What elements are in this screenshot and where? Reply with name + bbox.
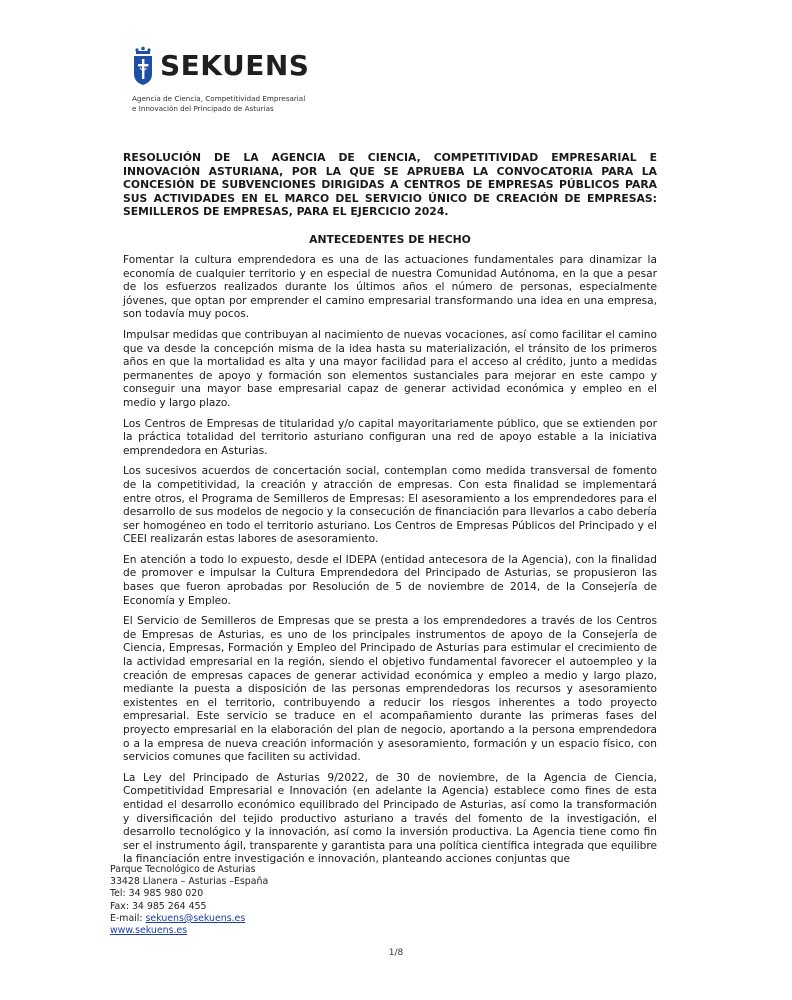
footer-fax: Fax: 34 985 264 455: [110, 900, 207, 912]
document-title: RESOLUCIÓN DE LA AGENCIA DE CIENCIA, COMPETITIVIDAD EMPRESARIAL E INNOVACIÓN ASTURIANA, POR LA QUE SE APRUEBA LA CONVOCATORIA PARA LA CONCESIÓN DE SUBVENCIONES DIRIGIDAS A CENTROS DE EMPRESAS PÚBLICOS PARA SUS ACTIVIDADES EN EL MARCO DEL SERVICIO ÚNICO DE CREACIÓN DE EMPRESAS: SEMILLEROS DE EMPRESAS, PARA EL EJERCICIO 2024.: [123, 151, 657, 219]
brand-name: SEKUENS: [160, 49, 310, 82]
logo: [132, 46, 432, 86]
agency-line-1: Agencia de Ciencia, Competitividad Empresarial: [132, 94, 306, 103]
footer-email-label: E-mail:: [110, 912, 146, 924]
header: [132, 46, 432, 113]
paragraph: Los Centros de Empresas de titularidad y/o capital mayoritariamente público, que se extienden por la práctica totalidad del territorio asturiano configuran una red de apoyo estable a la iniciativa emprendedora en Asturias.: [123, 417, 657, 457]
paragraph: La Ley del Principado de Asturias 9/2022, de 30 de noviembre, de la Agencia de Ciencia, Competitividad Empresarial e Innovación (en adelante la Agencia) establece como fines de esta entidad el desarrollo económico equilibrado del Principado de Asturias, así como la transformación y diversificación del tejido productivo asturiano a través del fomento de la investigación, el desarrollo tecnológico y la innovación, así como la inversión productiva. La Agencia tiene como fin ser el instrumento ágil, transparente y garantista para una política científica integrada que equilibre la financiación entre investigación e innovación, planteando acciones conjuntas que: [123, 771, 657, 866]
footer-web-link[interactable]: www.sekuens.es: [110, 925, 188, 937]
footer-tel: Tel: 34 985 980 020: [110, 888, 204, 900]
section-heading: ANTECEDENTES DE HECHO: [309, 233, 471, 246]
page-number: 1/8: [388, 948, 404, 958]
document-body: [123, 254, 657, 874]
footer-web-row: [110, 925, 410, 937]
footer-address-line-2: 33428 Llanera – Asturias –España: [110, 876, 269, 888]
footer-address-line-1: Parque Tecnológico de Asturias: [110, 864, 256, 875]
agency-line-2: e Innovación del Principado de Asturias: [132, 103, 274, 113]
asturias-crest-icon: [132, 46, 154, 86]
agency-name: [132, 94, 432, 113]
paragraph: Fomentar la cultura emprendedora es una de las actuaciones fundamentales para dinamizar la economía de cualquier territorio y en especial de nuestra Comunidad Autónoma, en la que a pesar de los esfuerzos realizados durante los últimos años el número de personas, especialmente jóvenes, que optan por emprender el camino empresarial transformando una idea en una empresa, son todavía muy pocos.: [123, 254, 657, 321]
footer-email-link[interactable]: sekuens@sekuens.es: [145, 912, 246, 924]
footer-contact: [110, 864, 410, 937]
footer-email-row: [110, 913, 410, 925]
paragraph: Impulsar medidas que contribuyan al nacimiento de nuevas vocaciones, así como facilitar el camino que va desde la concepción misma de la idea hasta su materialización, el tránsito de los primeros años en que la mortalidad es alta y una mayor facilidad para el acceso al crédito, junto a medidas permanentes de apoyo y formación son elementos sustanciales para mejorar en este campo y conseguir una mayor base empresarial capaz de generar actividad económica y empleo en el medio y largo plazo.: [123, 328, 657, 409]
paragraph: El Servicio de Semilleros de Empresas que se presta a los emprendedores a través de los Centros de Empresas de Asturias, es uno de los principales instrumentos de apoyo de la Consejería de Ciencia, Empresas, Formación y Empleo del Principado de Asturias para estimular el crecimiento de la actividad empresarial en la región, siendo el objetivo fundamental favorecer el autoempleo y la creación de empresas capaces de generar actividad económica y empleo a medio y largo plazo, mediante la puesta a disposición de las personas emprendedoras los recursos y asesoramiento existentes en el territorio, contribuyendo a reducir los riesgos inherentes a todo proyecto empresarial. Este servicio se traduce en el acompañamiento durante las primeras fases del proyecto empresarial en la elaboración del plan de negocio, aportando a la persona emprendedora o a la empresa de nueva creación información y asesoramiento, formación y un espacio físico, con servicios comunes que faciliten su actividad.: [123, 615, 657, 764]
paragraph: En atención a todo lo expuesto, desde el IDEPA (entidad antecesora de la Agencia), con la finalidad de promover e impulsar la Cultura Emprendedora del Principado de Asturias, se propusieron las bases que fueron aprobadas por Resolución de 5 de noviembre de 2014, de la Consejería de Economía y Empleo.: [123, 553, 657, 607]
paragraph: Los sucesivos acuerdos de concertación social, contemplan como medida transversal de fomento de la competitividad, la creación y atracción de empresas. Con esta finalidad se implementará entre otros, el Programa de Semilleros de Empresas: El asesoramiento a los emprendedores para el desarrollo de sus modelos de negocio y la consecución de financiación para llevarlos a cabo debería ser homogéneo en todo el territorio asturiano. Los Centros de Empresas Públicos del Principado y el CEEI realizarán estas labores de asesoramiento.: [123, 465, 657, 546]
